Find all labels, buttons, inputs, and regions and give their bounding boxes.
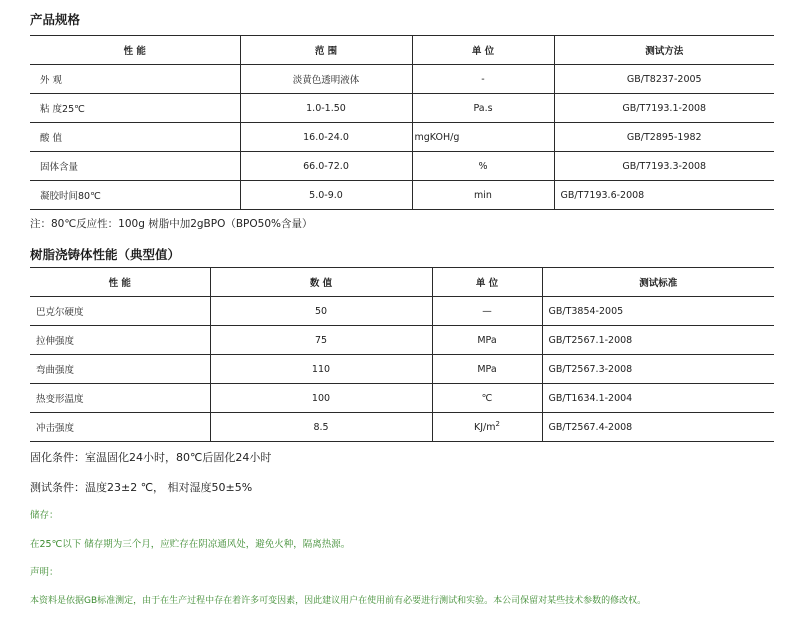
test-conditions: 测试条件：温度23±2 ℃， 相对湿度50±5%	[30, 481, 253, 494]
table-row	[30, 297, 774, 326]
spec-note: 注：80℃反应性：100g 树脂中加2gBPO（BPO50%含量）	[30, 218, 313, 230]
cell-unit: ℃	[432, 384, 542, 413]
storage-label: 储存：	[30, 510, 59, 521]
cell-method: GB/T8237-2005	[554, 65, 774, 94]
table-row	[30, 152, 774, 181]
cell-property: 冲击强度	[30, 413, 210, 442]
cell-value: 110	[210, 355, 432, 384]
cell-standard: GB/T2567.4-2008	[542, 413, 774, 442]
cell-value: 75	[210, 326, 432, 355]
cell-unit: min	[412, 181, 554, 210]
table-row	[30, 65, 774, 94]
storage-text: 在25℃以下 储存期为三个月，应贮存在阴凉通风处，避免火种，隔离热源。	[30, 539, 351, 550]
cell-range: 1.0-1.50	[240, 94, 412, 123]
cell-property: 固体含量	[30, 152, 240, 181]
cell-method: GB/T2895-1982	[554, 123, 774, 152]
spec-section-title: 产品规格	[30, 12, 81, 27]
header-property: 性 能	[30, 36, 240, 65]
cell-property: 弯曲强度	[30, 355, 210, 384]
spec-table	[30, 35, 774, 210]
cell-property: 巴克尔硬度	[30, 297, 210, 326]
cast-table	[30, 267, 774, 442]
cell-unit	[432, 413, 542, 442]
cell-unit: MPa	[432, 355, 542, 384]
table-header-row	[30, 36, 774, 65]
cell-standard: GB/T3854-2005	[542, 297, 774, 326]
cell-unit: -	[412, 65, 554, 94]
cell-value: 50	[210, 297, 432, 326]
header-standard: 测试标准	[542, 268, 774, 297]
cell-property: 凝胶时间80℃	[30, 181, 240, 210]
cell-property: 热变形温度	[30, 384, 210, 413]
unit-superscript: 2	[495, 420, 500, 429]
table-row	[30, 94, 774, 123]
cell-unit: Pa.s	[412, 94, 554, 123]
table-row	[30, 123, 774, 152]
cell-property: 外 观	[30, 65, 240, 94]
cell-standard: GB/T2567.1-2008	[542, 326, 774, 355]
cell-property: 拉伸强度	[30, 326, 210, 355]
cell-range: 66.0-72.0	[240, 152, 412, 181]
cell-method: GB/T7193.1-2008	[554, 94, 774, 123]
cell-unit: MPa	[432, 326, 542, 355]
table-row	[30, 181, 774, 210]
cell-unit: %	[412, 152, 554, 181]
header-range: 范 围	[240, 36, 412, 65]
cell-range: 16.0-24.0	[240, 123, 412, 152]
cure-conditions: 固化条件：室温固化24小时，80℃后固化24小时	[30, 451, 272, 464]
cell-standard: GB/T2567.3-2008	[542, 355, 774, 384]
cell-method: GB/T7193.6-2008	[554, 181, 774, 210]
table-row	[30, 384, 774, 413]
cell-unit: —	[432, 297, 542, 326]
table-row	[30, 413, 774, 442]
header-method: 测试方法	[554, 36, 774, 65]
table-header-row	[30, 268, 774, 297]
header-property: 性 能	[30, 268, 210, 297]
cell-value: 8.5	[210, 413, 432, 442]
header-unit: 单 位	[432, 268, 542, 297]
cell-property: 粘 度25℃	[30, 94, 240, 123]
table-row	[30, 355, 774, 384]
cast-section-title: 树脂浇铸体性能（典型值）	[30, 247, 181, 262]
cell-method: GB/T7193.3-2008	[554, 152, 774, 181]
header-value: 数 值	[210, 268, 432, 297]
unit-text: KJ/m	[474, 422, 496, 434]
statement-text: 本资料是依据GB标准测定，由于在生产过程中存在着许多可变因素，因此建议用户在使用前有必要进行测试和实验。本公司保留对某些技术参数的修改权。	[30, 596, 647, 606]
table-row	[30, 326, 774, 355]
cell-property: 酸 值	[30, 123, 240, 152]
cell-value: 100	[210, 384, 432, 413]
statement-label: 声明：	[30, 567, 59, 578]
cell-range: 淡黄色透明液体	[240, 65, 412, 94]
cell-range: 5.0-9.0	[240, 181, 412, 210]
cell-standard: GB/T1634.1-2004	[542, 384, 774, 413]
header-unit: 单 位	[412, 36, 554, 65]
cell-unit: mgKOH/g	[412, 123, 554, 152]
